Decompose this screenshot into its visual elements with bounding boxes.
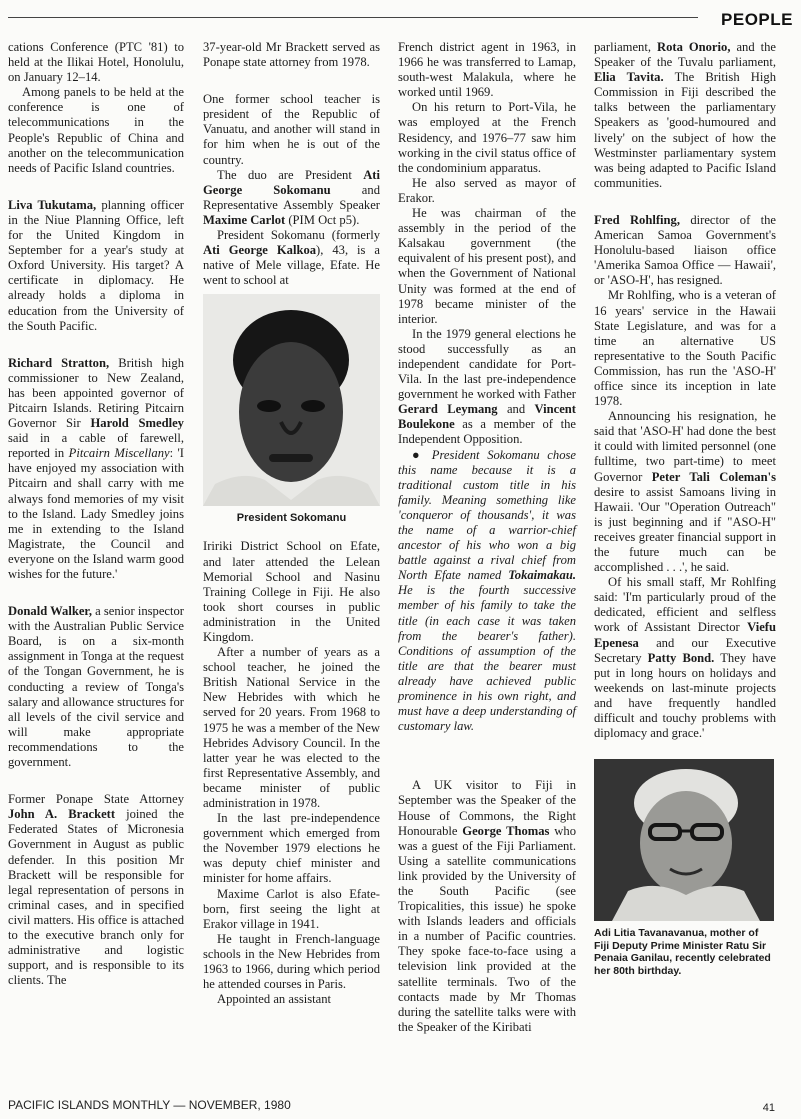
paragraph: Richard Stratton, British high commissioner to New Zealand, has been appointed governor of Pitcairn Islands. Retiring Pitcairn Governor Sir Harold Smedley said in a cable of farewell, reported in Pitcairn Miscellany: 'I have enjoyed my association with Pitcairn and shall carry with me always fond memories of my visit to the Island. Lady Smedley joins me in extending to the Island Magistrate, the Council and everyone on the Island warm good wishes for the future.' (8, 355, 184, 581)
person-name: Liva Tukutama, (8, 197, 97, 212)
paragraph: In the last pre-independence government which emerged from the November 1979 elections he was deputy chief minister and minister for home affairs. (203, 811, 380, 886)
person-name: Patty Bond. (647, 650, 715, 665)
paragraph: He also served as mayor of Erakor. (398, 175, 576, 205)
person-name: Ati George Kalkoa (203, 243, 317, 258)
person-name: Elia Tavita. (594, 70, 664, 85)
portrait-photo-elderly-woman (594, 759, 774, 921)
paragraph: In the 1979 general elections he stood successfully as an independent candidate for Port-Vila. In the last pre-independence government he worked with Father Gerard Leymang and Vincent Boulekone as a member of the Independent Opposition. (398, 326, 576, 447)
portrait-photo (203, 294, 380, 506)
paragraph: Among panels to be held at the conference is one of telecommunications in the People's Republic of China and another on the telecommunication needs of Pacific Island countries. (8, 85, 184, 175)
column-3 (398, 40, 576, 1035)
paragraph: cations Conference (PTC '81) to held at the Ilikai Hotel, Honolulu, on January 12–14. (8, 40, 184, 85)
person-name: Vincent Boulekone (398, 402, 576, 432)
paragraph: After a number of years as a school teacher, he joined the British National Service in the New Hebrides with which he served for 20 years. From 1968 to 1975 he was a member of the New Hebrides Advisory Council. In the latter year he was elected to the first Representative Assembly, and became minister of public administration in 1978. (203, 645, 380, 810)
paragraph: Iririki District School on Efate, and later attended the Lelean Memorial School and Nasinu Training College in Fiji. He also took short courses in public administration in the United Kingdom. (203, 539, 380, 644)
person-name: John A. Brackett (8, 807, 116, 822)
publication-title: Pitcairn Miscellany (68, 446, 170, 461)
person-name: Viefu Epenesa (594, 620, 776, 650)
paragraph: Mr Rohlfing, who is a veteran of 16 years' service in the Hawaii State Legislature, and was for a time an alternative US representative to the South Pacific Commission, has run the 'ASO-H' office since its inception in late 1978. (594, 288, 776, 409)
person-name: Donald Walker, (8, 604, 92, 619)
person-name: Fred Rohlfing, (594, 212, 681, 227)
photo-caption: President Sokomanu (236, 512, 347, 525)
person-name: Richard Stratton, (8, 355, 110, 370)
person-name: Tokaimakau. (508, 568, 576, 583)
paragraph: Announcing his resignation, he said that 'ASO-H' had done the best it could with limited personnel (one fulltime, two part-time) to meet Governor Peter Tali Coleman's desire to assist Samoans living in Hawaii. 'Our "Operation Outreach" is just beginning and if "ASO-H" receives greater financial support in the future much can be accomplished . . .', he said. (594, 409, 776, 575)
paragraph: Appointed an assistant (217, 992, 332, 1007)
person-name: Gerard Leymang (398, 402, 498, 417)
paragraph: Liva Tukutama, planning officer in the Niue Planning Office, left for the United Kingdom in September for a year's study at Oxford University. His target? A certificate in diplomacy. He already holds a diploma in education from the University of the South Pacific. (8, 197, 184, 333)
person-name: Ati George Sokomanu (203, 167, 380, 197)
bullet-icon: ● (412, 447, 432, 462)
person-name: Harold Smedley (90, 416, 184, 431)
page-number: 41 (762, 1102, 775, 1114)
paragraph: parliament, Rota Onorio, and the Speaker of the Tuvalu parliament, Elia Tavita. The British High Commission in Fiji described the talks between the parliamentary Speakers as 'good-humoured and lively' on the subject of how the Westminster parliamentary system was being adapted to Pacific Island communities. (594, 40, 776, 190)
paragraph: ● President Sokomanu chose this name because it is a traditional custom title in his family. Meaning something like 'conqueror of thousands', it was the name of a warrior-chief ancestor of his who won a big battle against a rival chief from North Efate named Tokaimakau. He is the fourth successive member of his family to take the title (in each case it was taken from the bearer's father). Conditions of assumption of the title are that the bearer must already have achieved public prominence in his own right, and must have a deep understanding of customary law. (398, 447, 576, 734)
column-4 (594, 40, 776, 977)
paragraph: Of his small staff, Mr Rohlfing said: 'I'm particularly proud of the dedicated, efficient and selfless work of Assistant Director Viefu Epenesa and our Executive Secretary Patty Bond. They have put in long hours on holidays and weekends on last-minute projects and have frequently handled difficult and touchy problems with diplomacy and grace.' (594, 575, 776, 741)
paragraph: French district agent in 1963, in 1966 he was transferred to Lamap, south-west Malakula, where he worked until 1969. (398, 40, 576, 100)
paragraph: Former Ponape State Attorney John A. Brackett joined the Federated States of Micronesia Government in August as public defender. In this position Mr Brackett will be responsible for legal representation of persons in criminal cases, and in specified civil matters. His office is attached to the executive branch only for administrative and logistic support, and is responsible to its clients. The (8, 792, 184, 988)
column-1 (8, 40, 184, 988)
paragraph: The duo are President Ati George Sokomanu and Representative Assembly Speaker Maxime Carlot (PIM Oct p5). (203, 167, 380, 227)
photo-caption: Adi Litia Tavanavanua, mother of Fiji Deputy Prime Minister Ratu Sir Penaia Ganilau, recently celebrated her 80th birthday. (594, 927, 771, 977)
paragraph: 37-year-old Mr Brackett served as Ponape state attorney from 1978. (203, 40, 380, 70)
header-rule (8, 17, 698, 18)
paragraph: On his return to Port-Vila, he was employed at the French Residency, and 1976–77 saw him working in the civil status office of the condominium apparatus. (398, 100, 576, 175)
section-heading: PEOPLE (721, 10, 793, 29)
column-2 (203, 40, 380, 1007)
paragraph: Donald Walker, a senior inspector with the Australian Public Service Board, is on a six-month assignment in Tonga at the request of the Tongan Government, he is conducting a review of Tonga's salary and allowance structures for all levels of the civil service and will make appropriate recommendations to the government. (8, 604, 184, 770)
person-name: Rota Onorio, (656, 40, 731, 54)
paragraph: He taught in French-language schools in the New Hebrides from 1963 to 1966, during which period he attended courses in Paris. (203, 931, 380, 992)
person-name: George Thomas (462, 823, 550, 838)
paragraph: Fred Rohlfing, director of the American Samoa Government's Honolulu-based liaison office 'Amerika Samoa Office — Hawaii', or 'ASO-H', has resigned. (594, 212, 776, 288)
paragraph: President Sokomanu (formerly Ati George Kalkoa), 43, is a native of Mele village, Efate. He went to school at (203, 228, 380, 288)
paragraph: A UK visitor to Fiji in September was the Speaker of the House of Commons, the Right Honourable George Thomas who was a guest of the Fiji Parliament. Using a satellite communications link provided by the University of the South Pacific (see Tropicalities, this issue) he spoke with Islands leaders and officials in a number of Pacific countries. They spoke face-to-face using a television link provided at the satellite terminals. Two of the contacts made by Mr Thomas during the satellite talks were with the Speaker of the Kiribati (398, 778, 576, 1034)
person-name: Maxime Carlot (203, 212, 286, 227)
paragraph: One former school teacher is president of the Republic of Vanuatu, and another will stand in for him when he is out of the country. (203, 92, 380, 167)
masthead-footer: PACIFIC ISLANDS MONTHLY — NOVEMBER, 1980 (8, 1098, 291, 1112)
paragraph: He was chairman of the assembly in the period of the Kalsakau government (the equivalent of his present post), and when the Government of National Unity was formed at the end of 1978 became minister of the interior. (398, 206, 576, 326)
person-name: Peter Tali Coleman's (651, 469, 776, 484)
paragraph: Maxime Carlot is also Efate-born, first seeing the light at Erakor village in 1941. (203, 886, 380, 931)
